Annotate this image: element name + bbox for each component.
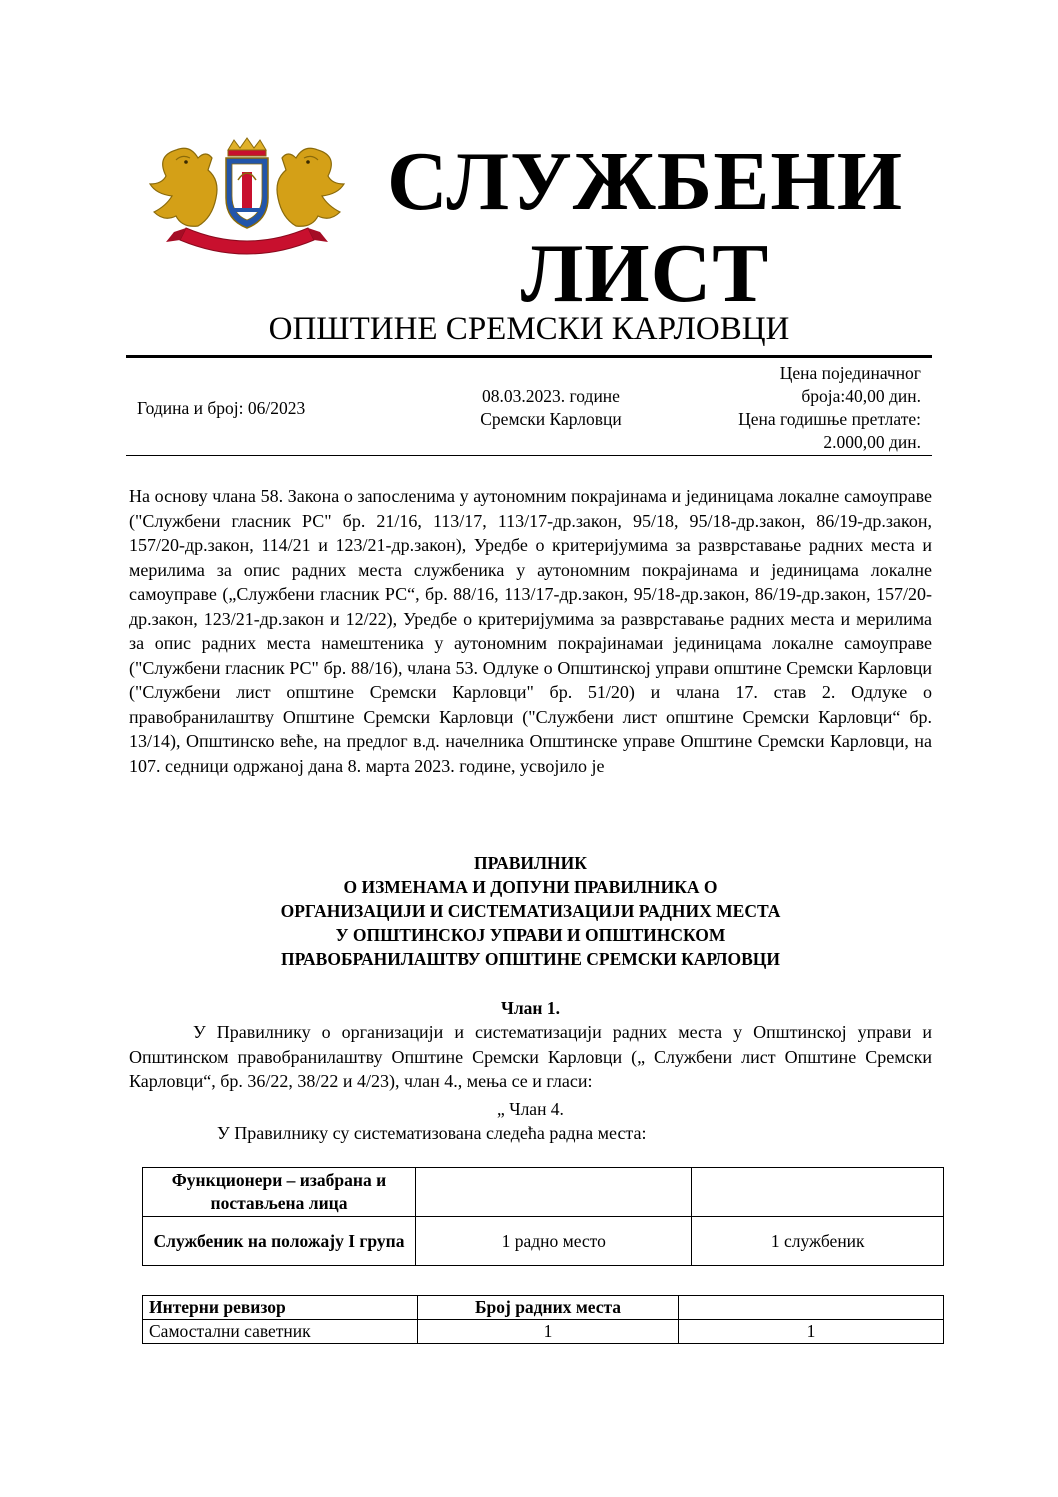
price-block	[661, 362, 921, 454]
table-cell: Функционери – изабрана и постављена лица	[143, 1168, 416, 1217]
positions-table-officials	[142, 1167, 944, 1266]
masthead-rule-top	[126, 355, 932, 358]
price-single-label: Цена појединачног	[779, 363, 921, 383]
table-row	[143, 1320, 944, 1344]
masthead-title-line2: ЛИСТ	[520, 227, 770, 320]
article-1-text: У Правилнику о организацији и систематизацији радних места у Општинској управи и Општинском правобранилаштву Општине Сремски Карловци („ Службени лист Општине Сремски Карловци“, бр. 36/22, 38/22 и 4/23), члан 4., мења се и гласи:	[129, 1022, 932, 1091]
table-cell: Самостални саветник	[143, 1320, 418, 1344]
table-header-cell	[679, 1296, 944, 1320]
preamble-paragraph: На основу члана 58. Закона о запосленима у аутономним покрајинама и јединицама локалне самоуправе ("Службени гласник РС" бр. 21/16, 113/17, 113/17-др.закон, 95/18, 95/18-др.закон, 86/19-др.закон, 157/20-др.закон, 114/21 и 123/21-др.закон), Уредбе о критеријумима за разврставање радних места и мерилима за опис радних места службеника у аутономним покрајинама и јединицама локалне самоуправе („Службени гласник РС“, бр. 88/16, 113/17-др.закон, 95/18-др.закон, 86/19-др.закон, 157/20-др.закон, 123/21-др.закон и 12/22), Уредбе о критеријумима за разврставање радних места и мерилима за опис радних места намештеника у аутономним покрајинамаи јединицама локалне самоуправе ("Службени гласник РС" бр. 88/16), члана 53. Одлуке о Општинској управи општине Сремски Карловци ("Службени лист општине Сремски Карловци" бр. 51/20) и члана 17. став 2. Одлуке о правобранилаштву Општине Сремски Карловци ("Службени лист општине Сремски Карловци“ бр. 13/14), Општинско веће, на предлог в.д. начелника Општинске управе Општине Сремски Карловци, на 107. седници одржаној дана 8. марта 2023. године, усвојило је	[129, 486, 932, 776]
table-header-row	[143, 1296, 944, 1320]
table-cell: 1 службеник	[692, 1217, 944, 1266]
heading-line: ПРАВИЛНИК	[474, 853, 587, 873]
issue-date: 08.03.2023. године	[482, 386, 620, 406]
table-cell: 1	[418, 1320, 679, 1344]
table-cell: 1	[679, 1320, 944, 1344]
table-cell	[416, 1168, 692, 1217]
table-row	[143, 1217, 944, 1266]
masthead-subtitle: ОПШТИНЕ СРЕМСКИ КАРЛОВЦИ	[268, 311, 790, 347]
issue-place: Сремски Карловци	[480, 409, 622, 429]
quoted-article-text: У Правилнику су систематизована следећа радна места:	[217, 1123, 647, 1143]
table-header-cell: Интерни ревизор	[143, 1296, 418, 1320]
price-single-value: броја:40,00 дин.	[801, 386, 921, 406]
price-annual-label: Цена годишње претлате:	[738, 409, 921, 429]
table-cell: Службеник на положају I група	[143, 1217, 416, 1266]
heading-line: ПРАВОБРАНИЛАШТВУ ОПШТИНЕ СРЕМСКИ КАРЛОВЦИ	[280, 949, 781, 969]
document-heading	[129, 851, 932, 971]
masthead-rule-bottom	[126, 455, 932, 456]
table-header-cell: Број радних места	[418, 1296, 679, 1320]
table-cell	[692, 1168, 944, 1217]
quoted-article-title: „ Члан 4.	[497, 1099, 564, 1119]
issue-date-block	[436, 385, 666, 431]
heading-line: У ОПШТИНСКОЈ УПРАВИ И ОПШТИНСКОМ	[335, 925, 726, 945]
table-cell: 1 радно место	[416, 1217, 692, 1266]
table-row	[143, 1168, 944, 1217]
issue-number: Година и број: 06/2023	[137, 398, 306, 418]
positions-table-auditor	[142, 1295, 944, 1344]
heading-line: О ИЗМЕНАМА И ДОПУНИ ПРАВИЛНИКА О	[343, 877, 718, 897]
heading-line: ОРГАНИЗАЦИЈИ И СИСТЕМАТИЗАЦИЈИ РАДНИХ МЕСТА	[280, 901, 781, 921]
masthead-title-line1: СЛУЖБЕНИ	[386, 135, 904, 228]
coat-of-arms-icon	[146, 136, 348, 264]
article-1-title: Члан 1.	[501, 998, 560, 1018]
price-annual-value: 2.000,00 дин.	[823, 432, 921, 452]
